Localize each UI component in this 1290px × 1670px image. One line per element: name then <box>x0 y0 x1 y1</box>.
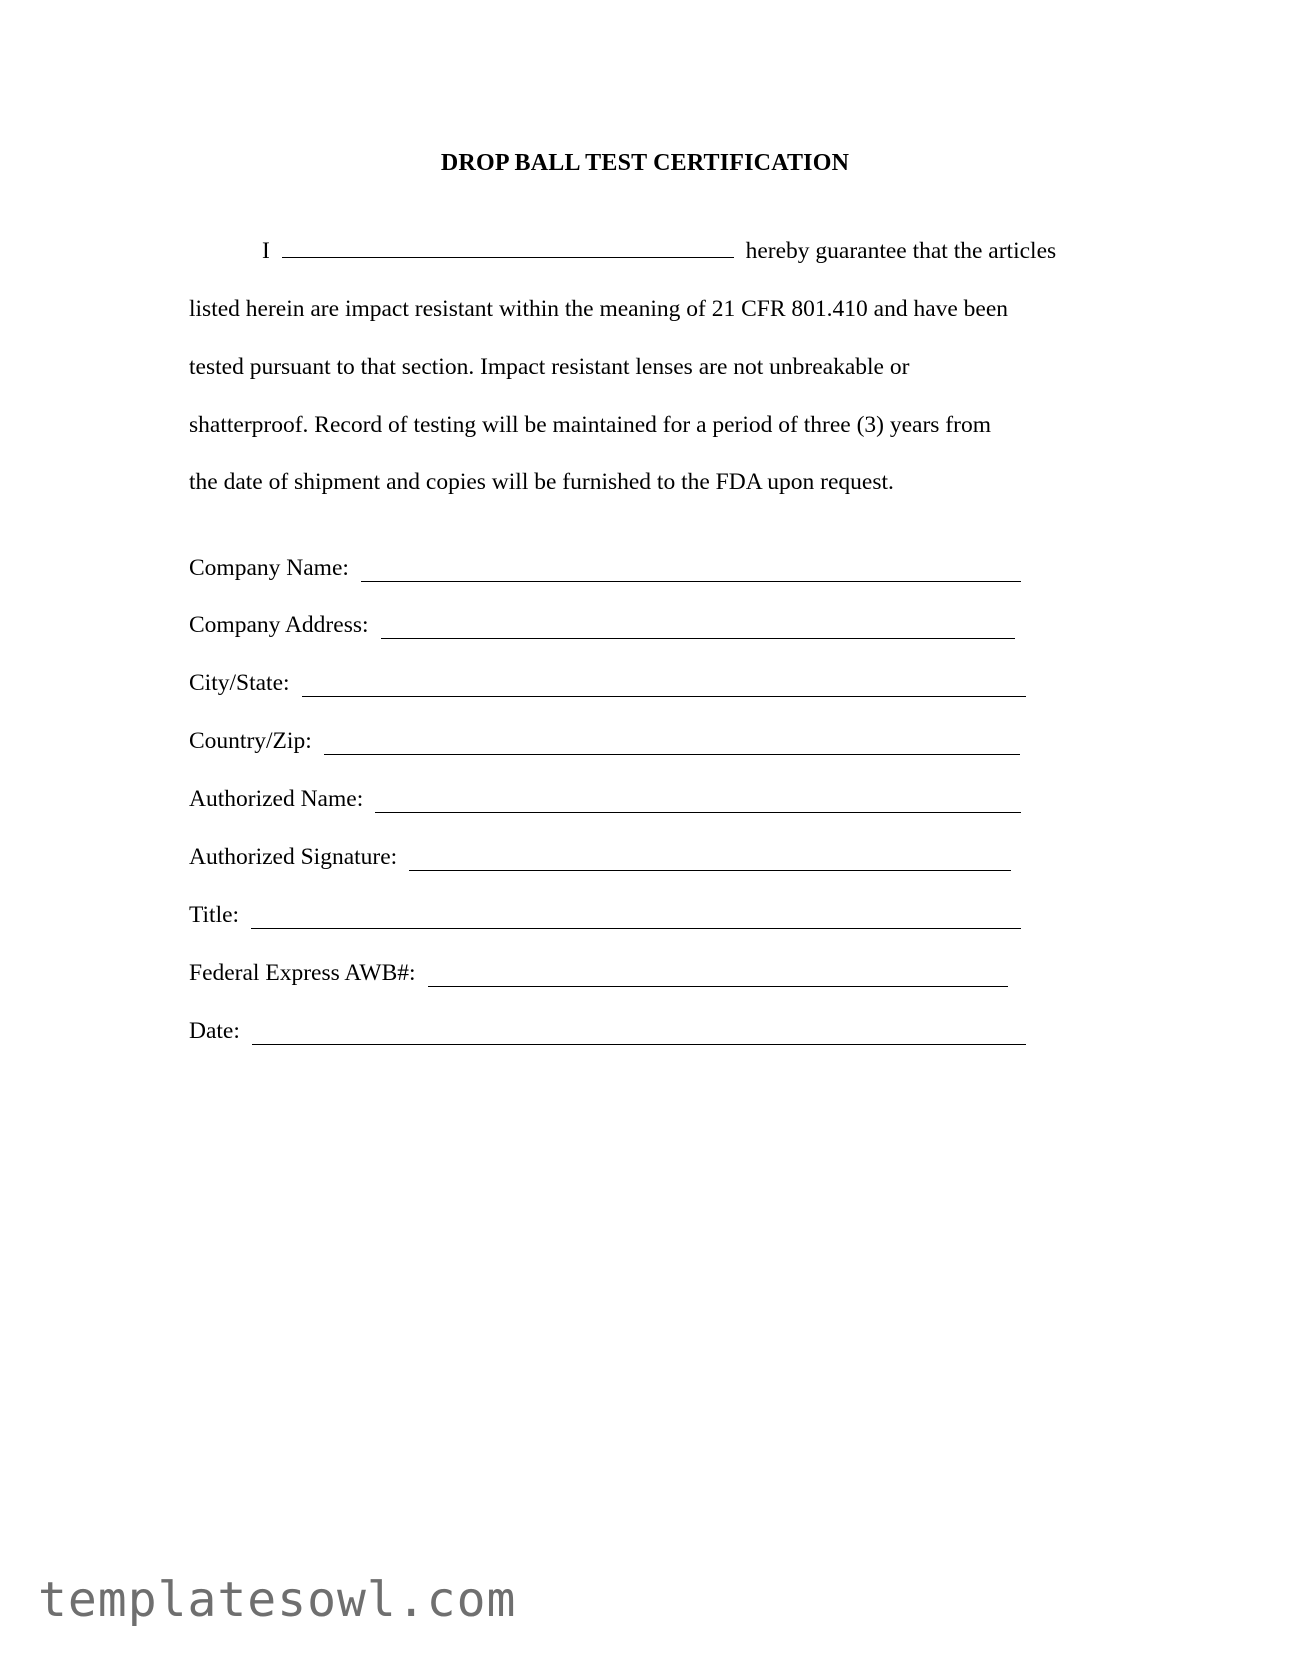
authorized-signature-field <box>189 844 1011 871</box>
field-label: Title: <box>189 902 240 928</box>
field-label: Company Address: <box>189 612 369 638</box>
date-field <box>189 1018 1026 1045</box>
company-name-input[interactable] <box>361 559 1021 582</box>
title-field <box>189 902 1021 929</box>
watermark-text: templatesowl.com <box>38 1572 517 1628</box>
field-label: Authorized Signature: <box>189 844 398 870</box>
federal-express-awb-field <box>189 960 1008 987</box>
paragraph-line-3: shatterproof. Record of testing will be maintained for a period of three (3) years from <box>189 412 991 438</box>
city-state-input[interactable] <box>302 674 1026 697</box>
paragraph-line-4: the date of shipment and copies will be furnished to the FDA upon request. <box>189 469 894 495</box>
intro-prefix: I <box>262 238 270 264</box>
field-label: Date: <box>189 1018 240 1044</box>
guarantor-name-blank[interactable] <box>282 256 734 258</box>
authorized-name-input[interactable] <box>375 790 1021 813</box>
city-state-field <box>189 670 1026 697</box>
country-zip-field <box>189 728 1020 755</box>
paragraph-line-1: listed herein are impact resistant within the meaning of 21 CFR 801.410 and have been <box>189 296 1009 322</box>
field-label: Authorized Name: <box>189 786 364 812</box>
field-label: Country/Zip: <box>189 728 312 754</box>
authorized-signature-input[interactable] <box>409 848 1011 871</box>
federal-express-awb-input[interactable] <box>428 964 1008 987</box>
intro-suffix: hereby guarantee that the articles <box>745 238 1057 264</box>
company-address-field <box>189 612 1015 639</box>
guarantee-line <box>262 238 1056 265</box>
field-label: City/State: <box>189 670 290 696</box>
authorized-name-field <box>189 786 1021 813</box>
field-label: Federal Express AWB#: <box>189 960 416 986</box>
country-zip-input[interactable] <box>324 732 1020 755</box>
company-address-input[interactable] <box>381 616 1015 639</box>
field-label: Company Name: <box>189 555 349 581</box>
title-input[interactable] <box>251 906 1021 929</box>
company-name-field <box>189 555 1021 582</box>
document-title: DROP BALL TEST CERTIFICATION <box>440 150 850 176</box>
date-input[interactable] <box>252 1022 1026 1045</box>
paragraph-line-2: tested pursuant to that section. Impact resistant lenses are not unbreakable or <box>189 354 910 380</box>
